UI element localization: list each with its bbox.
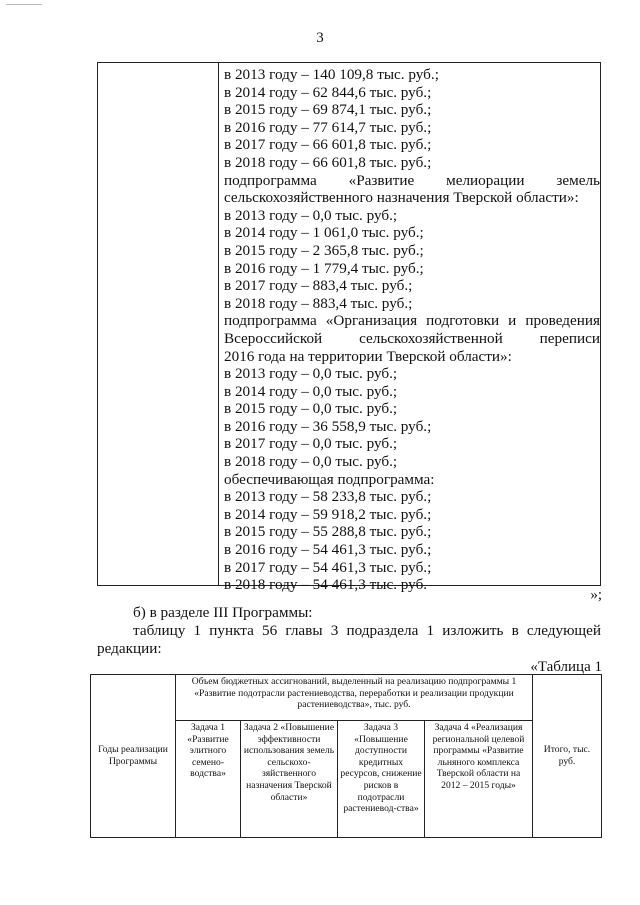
- financing-line: в 2016 году – 54 461,3 тыс. руб.;: [224, 541, 432, 559]
- subprogram-title-line: сельскохозяйственного назначения Тверской области»:: [224, 189, 579, 207]
- financing-line: в 2015 году – 69 874,1 тыс. руб.;: [224, 101, 432, 119]
- paragraph-instruction-end: редакции:: [97, 640, 162, 657]
- financing-lines: [224, 66, 600, 594]
- financing-line: в 2016 году – 1 779,4 тыс. руб.;: [224, 259, 424, 277]
- task2-header: Задача 2 «Повышение эффективности использования земель сельскохо-зяйственного назначения Тверской области»: [241, 721, 338, 838]
- page-number: 3: [316, 30, 324, 46]
- group-header: Объем бюджетных ассигнований, выделенный на реализацию подпрограммы 1 «Развитие подотрасли растениеводства, переработки и реализации продукции растениеводства», тыс. руб.: [176, 675, 533, 721]
- subprogram-title-line: 2016 года на территории Тверской области»:: [224, 347, 512, 365]
- financing-line: в 2015 году – 0,0 тыс. руб.;: [224, 400, 398, 418]
- financing-line: в 2013 году – 140 109,8 тыс. руб.;: [224, 66, 439, 83]
- financing-line: в 2017 году – 0,0 тыс. руб.;: [224, 435, 398, 453]
- column-divider: [218, 63, 219, 585]
- task1-header: Задача 1 «Развитие элитного семено-водства»: [176, 721, 241, 838]
- paragraph-instruction: таблицу 1 пункта 56 главы 3 подраздела 1 изложить в следующей: [133, 622, 601, 639]
- financing-line: в 2013 году – 0,0 тыс. руб.;: [224, 365, 398, 383]
- task4-header: Задача 4 «Реализация региональной целевой программы «Развитие льняного комплекса Тверской области на 2012 – 2015 годы»: [425, 721, 533, 838]
- task3-header: Задача 3 «Повышение доступности кредитных ресурсов, снижение рисков в подотрасли растениевод-ства»: [338, 721, 425, 838]
- financing-line: в 2018 году – 66 601,8 тыс. руб.;: [224, 153, 432, 171]
- financing-line: в 2017 году – 54 461,3 тыс. руб.;: [224, 558, 432, 576]
- financing-line: в 2014 году – 1 061,0 тыс. руб.;: [224, 224, 424, 242]
- years-header: Годы реализации Программы: [91, 675, 176, 838]
- total-header: Итого, тыс. руб.: [533, 675, 602, 838]
- financing-line: в 2015 году – 55 288,8 тыс. руб.;: [224, 523, 432, 541]
- subprogram-title-line: Всероссийской сельскохозяйственной переписи: [224, 329, 600, 347]
- budget-table: [90, 674, 602, 838]
- financing-line: в 2013 году – 0,0 тыс. руб.;: [224, 206, 398, 224]
- financing-line: в 2018 году – 883,4 тыс. руб.;: [224, 294, 413, 312]
- paragraph-section-ref: б) в разделе III Программы:: [133, 604, 313, 621]
- closing-quote: »;: [590, 587, 602, 603]
- financing-line: в 2014 году – 62 844,6 тыс. руб.;: [224, 83, 432, 101]
- subprogram-title-line: обеспечивающая подпрограмма:: [224, 470, 435, 488]
- financing-line: в 2016 году – 36 558,9 тыс. руб.;: [224, 417, 432, 435]
- financing-line: в 2014 году – 59 918,2 тыс. руб.;: [224, 505, 432, 523]
- financing-line: в 2016 году – 77 614,7 тыс. руб.;: [224, 118, 432, 136]
- financing-line: в 2015 году – 2 365,8 тыс. руб.;: [224, 241, 424, 259]
- financing-line: в 2017 году – 66 601,8 тыс. руб.;: [224, 136, 432, 154]
- financing-line: в 2018 году – 54 461,3 тыс. руб.: [224, 576, 428, 594]
- subprogram-title-line: подпрограмма «Организация подготовки и проведения: [224, 312, 600, 330]
- financing-line: в 2014 году – 0,0 тыс. руб.;: [224, 382, 398, 400]
- financing-line: в 2013 году – 58 233,8 тыс. руб.;: [224, 488, 432, 506]
- table-caption: «Таблица 1: [530, 659, 602, 675]
- subprogram-title-line: подпрограмма «Развитие мелиорации земель: [224, 171, 600, 189]
- financing-line: в 2017 году – 883,4 тыс. руб.;: [224, 277, 413, 295]
- financing-line: в 2018 году – 0,0 тыс. руб.;: [224, 453, 398, 471]
- scan-corner-mark: [6, 4, 42, 5]
